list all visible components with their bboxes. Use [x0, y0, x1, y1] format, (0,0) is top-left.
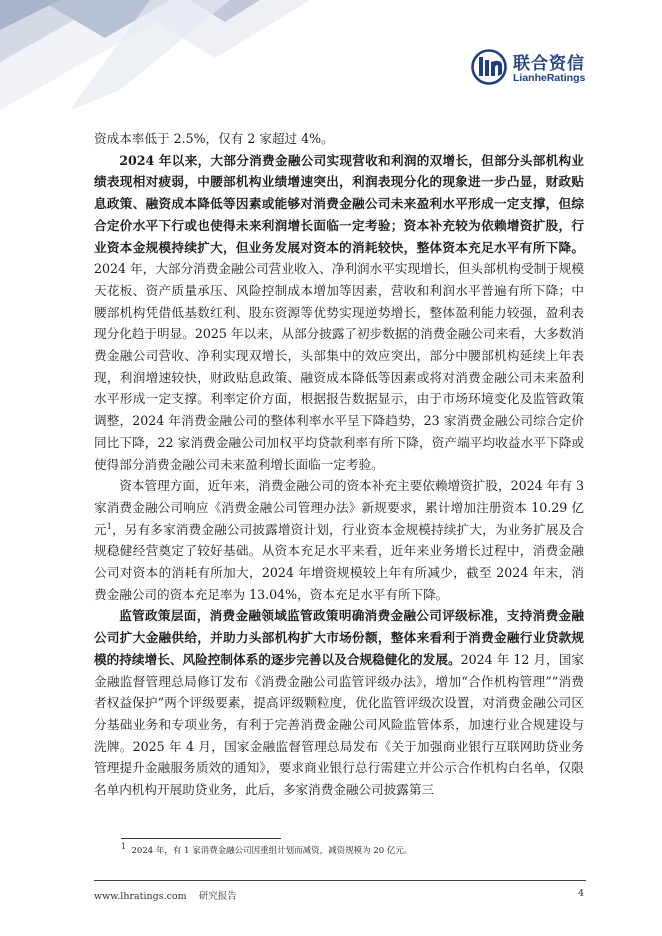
paragraph-2-key-point: 2024 年以来，大部分消费金融公司实现营收和利润的双增长，但部分头部机构业绩表现相对疲弱，中腰部机构业绩增速突出，利润表现分化的现象进一步凸显，财政贴息政策、融资成本降低等因素或能够对消费金融公司未来盈利水平形成一定支撑，但综合定价水平下行或也使得未来利润增长面临一定考验；资本补充较为依赖增资扩股，行业资本金规模持续扩大，但业务发展对资本的消耗较快，整体资本充足水平有所下降。: [94, 152, 584, 255]
paragraph-3-text-a: 资本管理方面，近年来，消费金融公司的资本补充主要依赖增资扩股，2024 年有 3 家消费金融公司响应《消费金融公司管理办法》新规要求，累计增加注册资本 10.29 亿元: [94, 478, 584, 537]
footnote-reference[interactable]: 1: [106, 521, 112, 531]
paragraph-2-text: 2024 年，大部分消费金融公司营业收入、净利润水平实现增长，但头部机构受制于规模天花板、资产质量承压、风险控制成本增加等因素，营收和利润水平普遍有所下降；中腰部机构凭借低基数红利、股东资源等优势实现逆势增长，整体盈利能力较强，盈利表现分化趋于明显。2025 年以来，从部分披露了初步数据的消费金融公司来看，大多数消费金融公司营收、净利实现双增长，头部集中的效应突出，部分中腰部机构延续上年表现，利润增速较快，财政贴息政策、融资成本降低等因素或将对消费金融公司未来盈利水平形成一定支撑。利率定价方面，根据报告数据显示，由于市场环境变化及监管政策调整，2024 年消费金融公司的整体利率水平呈下降趋势，23 家消费金融公司综合定价同比下降，22 家消费金融公司加权平均贷款利率有所下降，资产端平均收益水平下降或使得部分消费金融公司未来盈利增长面临一定考验。: [94, 261, 584, 472]
paragraph-4: [94, 605, 584, 800]
page-number: 4: [577, 888, 584, 899]
logo-english-name: LianheRatings: [513, 72, 586, 84]
company-logo: [470, 48, 620, 88]
paragraph-1: [94, 128, 584, 150]
footer-info: [94, 888, 237, 902]
paragraph-4-text: 2024 年 12 月，国家金融监督管理总局修订发布《消费金融公司监管评级办法》，增加“合作机构管理”“消费者权益保护”两个评级要素，提高评级颗粒度，优化监管评级次设置，对消费金融公司区分基础业务和专项业务，有利于完善消费金融公司风险监管体系，加速行业合规建设与洗牌。2025 年 4 月，国家金融监督管理总局发布《关于加强商业银行互联网助贷业务管理提升金融服务质效的通知》，要求商业银行总行需建立并公示合作机构白名单，仅限名单内机构开展助贷业务，此后，多家消费金融公司披露第三: [94, 651, 584, 798]
logo-chinese-name: 联合资信: [513, 54, 585, 74]
footer-website-link[interactable]: www.lhratings.com: [94, 891, 187, 902]
footnote: [121, 842, 581, 857]
footnote-text: 2024 年，有 1 家消费金融公司因重组计划而减资，减资规模为 20 亿元。: [131, 846, 413, 856]
paragraph-3: [94, 475, 584, 605]
logo-mark-icon: [470, 48, 508, 86]
footnote-divider: [121, 838, 281, 839]
footer-divider: [94, 880, 586, 881]
paragraph-1-text: 资成本率低于 2.5%，仅有 2 家超过 4%。: [94, 131, 334, 146]
footer-doc-type: 研究报告: [198, 891, 237, 902]
footnote-marker: 1: [121, 842, 127, 852]
report-body: [94, 128, 584, 801]
paragraph-3-text-b: ，另有多家消费金融公司披露增资计划，行业资本金规模持续扩大，为业务扩展及合规稳健经营奠定了较好基础。从资本充足水平来看，近年来业务增长过程中，消费金融公司对资本的消耗有所加大，2024 年增资规模较上年有所减少，截至 2024 年末，消费金融公司的资本充足率为 13.04%，资本充足水平有所下降。: [94, 521, 585, 602]
paragraph-4-key-point: 监管政策层面，消费金融领域监管政策明确消费金融公司评级标准，支持消费金融公司扩大金融供给，并助力头部机构扩大市场份额，整体来看利于消费金融行业贷款规模的持续增长、风险控制体系的逐步完善以及合规稳健化的发展。: [94, 608, 584, 667]
paragraph-2: [94, 150, 584, 476]
